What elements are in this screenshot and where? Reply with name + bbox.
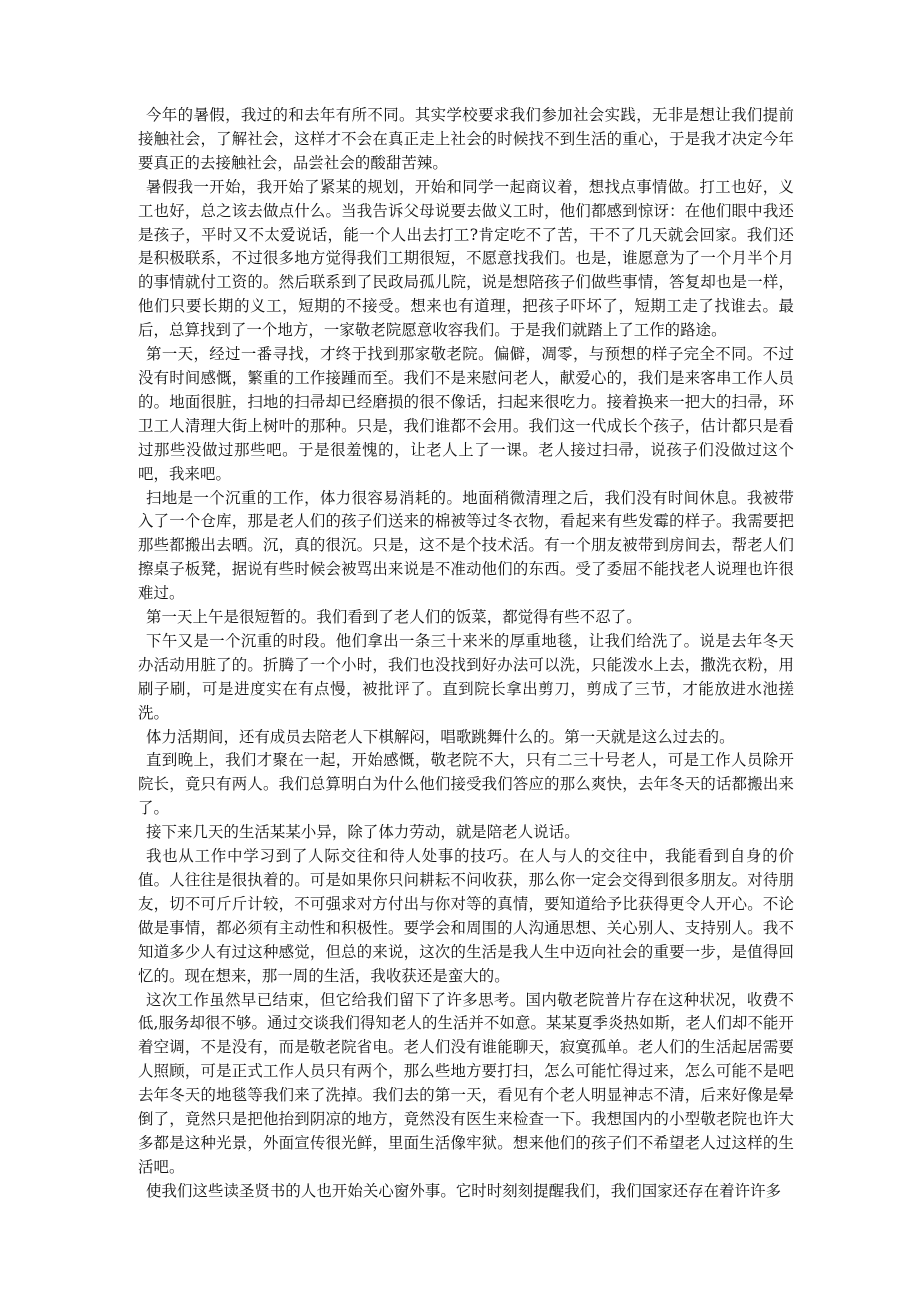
paragraph-10: 我也从工作中学习到了人际交往和待人处事的技巧。在人与人的交往中，我能看到自身的价值。人往往是很执着的。可是如果你只问耕耘不问收获，那么你一定会交得到很多朋友。对待朋友，切不可斤斤计较，不可强求对方付出与你对等的真情，要知道给予比获得更令人开心。不论做是事情，都必须有主动性和积极性。要学会和周围的人沟通思想、关心别人、支持别人。我不知道多少人有过这种感觉，但总的来说，这次的生活是我人生中迈向社会的重要一步，是值得回忆的。现在想来，那一周的生活，我收获还是蛮大的。 bbox=[138, 847, 794, 985]
paragraph-7: 体力活期间，还有成员去陪老人下棋解闷，唱歌跳舞什么的。第一天就是这么过去的。 bbox=[146, 727, 735, 746]
paragraph-6: 下午又是一个沉重的时段。他们拿出一条三十来米的厚重地毯，让我们给洗了。说是去年冬天办活动用脏了的。折腾了一个小时，我们也没找到好办法可以洗，只能泼水上去，撒洗衣粉，用刷子刷，可是进度实在有点慢，被批评了。直到院长拿出剪刀，剪成了三节，才能放进水池搓洗。 bbox=[138, 631, 794, 722]
paragraph-5: 第一天上午是很短暂的。我们看到了老人们的饭菜，都觉得有些不忍了。 bbox=[146, 608, 642, 627]
paragraph-2: 暑假我一开始，我开始了紧某的规划，开始和同学一起商议着，想找点事情做。打工也好，义工也好，总之该去做点什么。当我告诉父母说要去做义工时，他们都感到惊讶：在他们眼中我还是孩子，平时又不太爱说话，能一个人出去打工?肯定吃不了苦，干不了几天就会回家。我们还是积极联系，不过很多地方觉得我们工期很短，不愿意找我们。也是，谁愿意为了一个月半个月的事情就付工资的。然后联系到了民政局孤儿院，说是想陪孩子们做些事情，答复却也是一样，他们只要长期的义工，短期的不接受。想来也有道理，把孩子吓坏了，短期工走了找谁去。最后，总算找到了一个地方，一家敬老院愿意收容我们。于是我们就踏上了工作的路途。 bbox=[138, 177, 794, 340]
paragraph-11: 这次工作虽然早已结束，但它给我们留下了许多思考。国内敬老院普片存在这种状况，收费不低,服务却很不够。通过交谈我们得知老人的生活并不如意。某某夏季炎热如斯，老人们却不能开着空调，不是没有，而是敬老院省电。老人们没有谁能聊天，寂寞孤单。老人们的生活起居需要人照顾，可是正式工作人员只有两个，那么些地方要打扫，怎么可能忙得过来，怎么可能不是吧去年冬天的地毯等我们来了洗掉。我们去的第一天，看见有个老人明显神志不清，后来好像是晕倒了，竟然只是把他抬到阴凉的地方，竟然没有医生来检查一下。我想国内的小型敬老院也许大多都是这种光景，外面宣传很光鲜，里面生活像牢狱。想来他们的孩子们不希望老人过这样的生活吧。 bbox=[138, 990, 794, 1176]
paragraph-3: 第一天，经过一番寻找，才终于找到那家敬老院。偏僻，凋零，与预想的样子完全不同。不过没有时间感慨，繁重的工作接踵而至。我们不是来慰问老人，献爱心的，我们是来客串工作人员的。地面很脏，扫地的扫帚却已经磨损的很不像话，扫起来很吃力。接着换来一把大的扫帚，环卫工人清理大街上树叶的那种。只是，我们谁都不会用。我们这一代成长个孩子，估计都只是看过那些没做过那些吧。于是很羞愧的，让老人上了一课。老人接过扫帚，说孩子们没做过这个吧，我来吧。 bbox=[138, 345, 794, 483]
paragraph-1: 今年的暑假，我过的和去年有所不同。其实学校要求我们参加社会实践，无非是想让我们提前接触社会，了解社会，这样才不会在真正走上社会的时候找不到生活的重心，于是我才决定今年要真正的去接触社会，品尝社会的酸甜苦辣。 bbox=[138, 106, 794, 172]
paragraph-8: 直到晚上，我们才聚在一起，开始感慨，敬老院不大，只有二三十号老人，可是工作人员除开院长，竟只有两人。我们总算明白为什么他们接受我们答应的那么爽快，去年冬天的话都搬出来了。 bbox=[138, 751, 794, 818]
paragraph-9: 接下来几天的生活某某小异，除了体力劳动，就是陪老人说话。 bbox=[146, 823, 580, 842]
document-body bbox=[138, 104, 794, 1204]
paragraph-12: 使我们这些读圣贤书的人也开始关心窗外事。它时时刻刻提醒我们，我们国家还存在着许许多 bbox=[146, 1181, 782, 1200]
paragraph-4: 扫地是一个沉重的工作，体力很容易消耗的。地面稍微清理之后，我们没有时间休息。我被带入了一个仓库，那是老人们的孩子们送来的棉被等过冬衣物，看起来有些发霉的样子。我需要把那些都搬出去晒。沉，真的很沉。只是，这不是个技术活。有一个朋友被带到房间去，帮老人们擦桌子板凳，据说有些时候会被骂出来说是不准动他们的东西。受了委屈不能找老人说理也许很难过。 bbox=[138, 488, 794, 603]
